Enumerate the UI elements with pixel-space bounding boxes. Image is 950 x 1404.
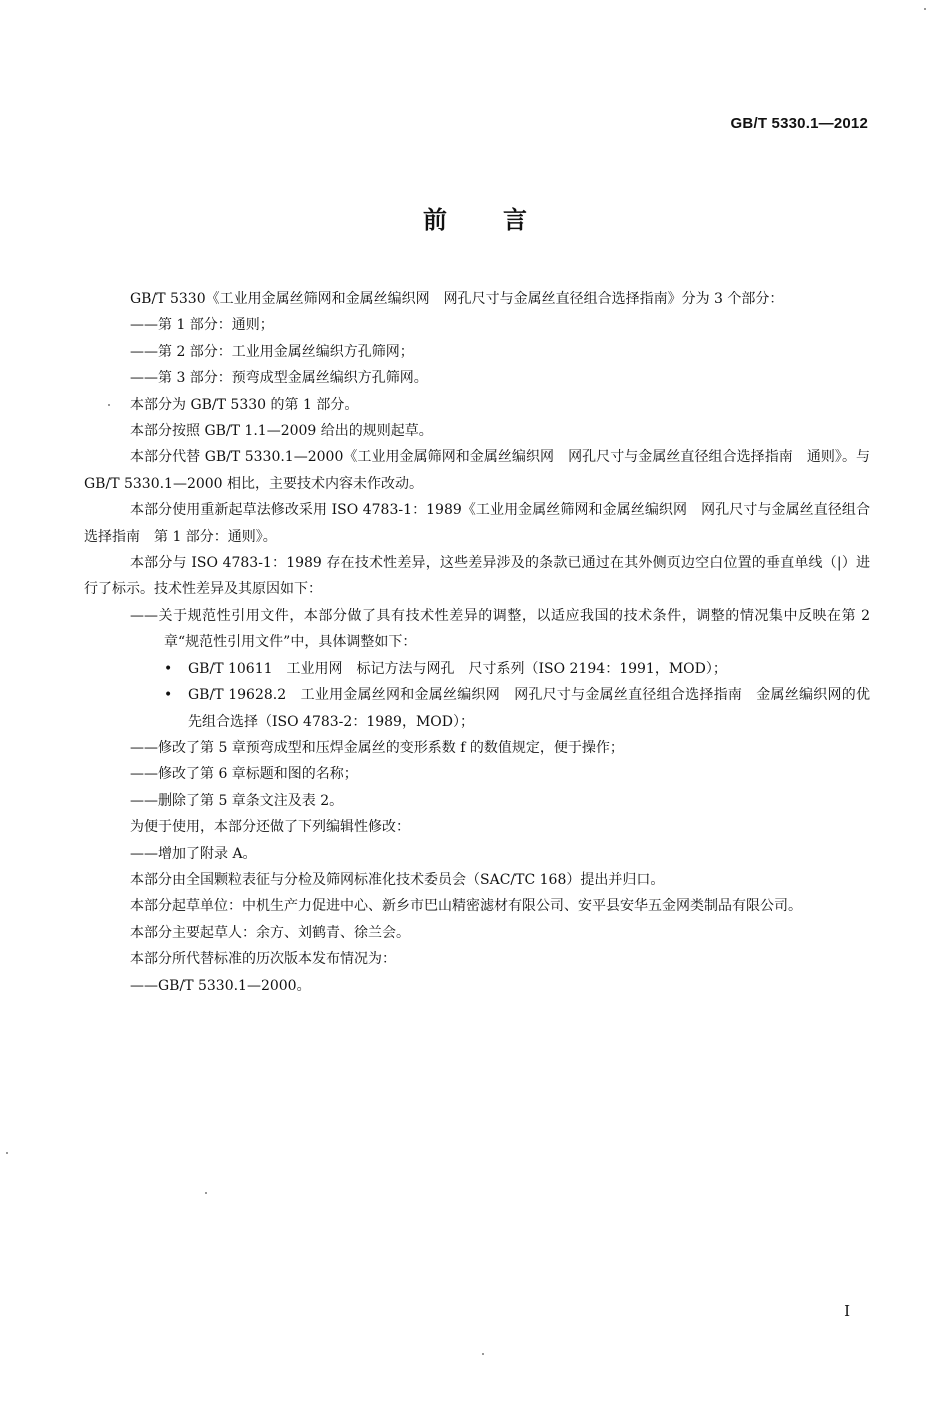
list-item-chapter-5-note: ——删除了第 5 章条文注及表 2。 [130, 792, 344, 809]
paragraph-drafting-rules: 本部分按照 GB/T 1.1—2009 给出的规则起草。 [130, 423, 433, 440]
bullet-icon: • [164, 660, 173, 677]
page-title: 前言 [423, 206, 583, 234]
paragraph-drafting-units: 本部分起草单位：中机生产力促进中心、新乡市巴山精密滤材有限公司、安平县安华五金网类制品有限公司。 [130, 898, 802, 915]
document-body [84, 286, 870, 999]
list-item-annex-a: ——增加了附录 A。 [130, 845, 257, 862]
paragraph-previous-editions: 本部分所代替标准的历次版本发布情况为： [130, 951, 396, 968]
scan-speck [205, 1192, 207, 1194]
paragraph-drafters: 本部分主要起草人：余方、刘鹤青、徐兰会。 [130, 924, 410, 941]
paragraph-iso-adoption: 本部分使用重新起草法修改采用 ISO 4783-1：1989《工业用金属丝筛网和金属丝编织网 网孔尺寸与金属丝直径组合选择指南 第 1 部分：通则》。 [84, 502, 870, 545]
list-item-part-1: ——第 1 部分：通则； [130, 317, 274, 334]
list-item-previous-edition: ——GB/T 5330.1—2000。 [130, 977, 311, 994]
paragraph-technical-differences: 本部分与 ISO 4783-1：1989 存在技术性差异，这些差异涉及的条款已通过在其外侧页边空白位置的垂直单线（|）进行了标示。技术性差异及其原因如下： [84, 555, 870, 598]
list-item-chapter-6-title: ——修改了第 6 章标题和图的名称； [130, 766, 358, 783]
scan-speck [108, 404, 110, 406]
list-item-part-3: ——第 3 部分：预弯成型金属丝编织方孔筛网。 [130, 370, 428, 387]
bullet-icon: • [164, 687, 173, 704]
standard-number: GB/T 5330.1—2012 [730, 115, 868, 132]
bullet-item-gbt-10611 [84, 656, 870, 682]
scan-speck [482, 1353, 484, 1355]
list-item-chapter-5-coefficient: ——修改了第 5 章预弯成型和压焊金属丝的变形系数 f 的数值规定，便于操作； [130, 739, 624, 756]
list-item-normative-references: ——关于规范性引用文件，本部分做了具有技术性差异的调整，以适应我国的技术条件，调整的情况集中反映在第 2 章“规范性引用文件”中，具体调整如下： [130, 607, 870, 651]
bullet-item-gbt-19628 [84, 682, 870, 735]
bullet-text: GB/T 19628.2 工业用金属丝网和金属丝编织网 网孔尺寸与金属丝直径组合选择指南 金属丝编织网的优先组合选择（ISO 4783-2：1989，MOD）； [188, 687, 870, 730]
scan-speck [6, 1152, 8, 1154]
scan-speck [924, 8, 926, 10]
paragraph-replaces: 本部分代替 GB/T 5330.1—2000《工业用金属筛网和金属丝编织网 网孔尺寸与金属丝直径组合选择指南 通则》。与 GB/T 5330.1—2000 相比，主要技术内容未作改动。 [84, 449, 870, 492]
list-item-part-2: ——第 2 部分：工业用金属丝编织方孔筛网； [130, 343, 414, 360]
bullet-text: GB/T 10611 工业用网 标记方法与网孔 尺寸系列（ISO 2194：1991，MOD）； [188, 660, 727, 677]
paragraph-editorial-changes: 为便于使用，本部分还做了下列编辑性修改： [130, 819, 410, 836]
paragraph-intro: GB/T 5330《工业用金属丝筛网和金属丝编织网 网孔尺寸与金属丝直径组合选择指南》分为 3 个部分： [130, 291, 784, 307]
paragraph-part-statement: 本部分为 GB/T 5330 的第 1 部分。 [130, 396, 359, 413]
paragraph-committee: 本部分由全国颗粒表征与分检及筛网标准化技术委员会（SAC/TC 168）提出并归口。 [130, 871, 665, 888]
page-number: I [844, 1302, 850, 1320]
